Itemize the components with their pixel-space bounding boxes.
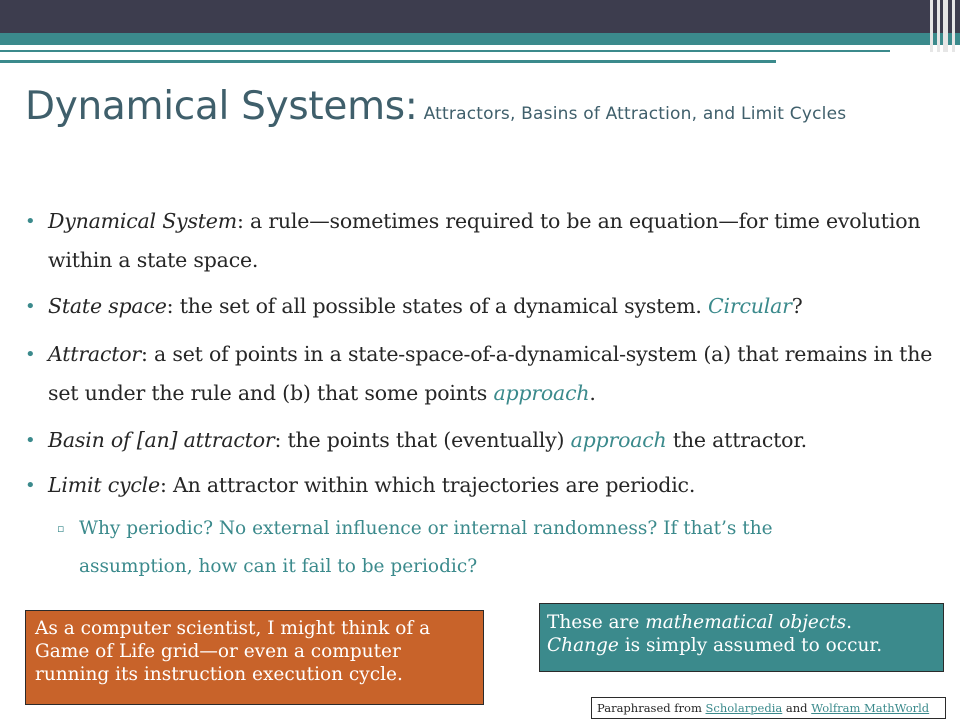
bullet-tail: . <box>589 381 596 405</box>
wolfram-mathworld-link[interactable]: Wolfram MathWorld <box>811 701 930 715</box>
credit-text: and <box>782 701 812 715</box>
bullet-tail: the attractor. <box>666 428 807 452</box>
callout-text: These are <box>547 612 646 633</box>
bullet-term: Attractor <box>48 342 142 366</box>
bullet-dot: • <box>25 430 36 451</box>
bullet-highlight: Circular <box>708 294 792 318</box>
bullet-text: : a rule—sometimes required to be an equation—for time evolution within a state space. <box>48 209 921 272</box>
bullet-term: Limit cycle <box>48 473 160 497</box>
header-teal-band <box>0 33 960 45</box>
bullet-term: Dynamical System <box>48 209 237 233</box>
credit-text: Paraphrased from <box>597 701 706 715</box>
bullet-highlight: approach <box>570 428 667 452</box>
callout-computer-scientist: As a computer scientist, I might think of a Game of Life grid—or even a computer running its instruction execution cycle. <box>25 610 484 705</box>
sub-bullet-why-periodic <box>57 510 879 586</box>
bullet-limit-cycle <box>25 466 948 505</box>
bullet-dynamical-system <box>25 202 948 280</box>
callout-text: is simply assumed to occur. <box>618 635 883 656</box>
slide-title <box>25 84 955 140</box>
bullet-text: : An attractor within which trajectories are periodic. <box>159 473 696 497</box>
callout-emphasis: Change <box>547 635 619 656</box>
bullet-term: Basin of [an] attractor <box>48 428 275 452</box>
bullet-text: : a set of points in a state-space-of-a-dynamical-system (a) that remains in the set under the rule and (b) that some points <box>48 342 933 405</box>
title-subtitle: Attractors, Basins of Attraction, and Limit Cycles <box>423 104 847 124</box>
callout-emphasis: mathematical objects <box>645 612 847 633</box>
bullet-dot: • <box>25 296 36 317</box>
bullet-dot: • <box>25 475 36 496</box>
callout-mathematical-objects <box>539 603 944 672</box>
header-accent-line-2 <box>0 60 776 63</box>
callout-text: . <box>846 612 853 633</box>
bullet-text: : the points that (eventually) <box>274 428 571 452</box>
scholarpedia-link[interactable]: Scholarpedia <box>705 701 783 715</box>
bullet-highlight: approach <box>493 381 590 405</box>
header-decoration-bars <box>928 0 960 52</box>
title-main: Dynamical Systems: <box>25 84 418 129</box>
bullet-tail: ? <box>791 294 803 318</box>
sub-bullet-text: Why periodic? No external influence or internal randomness? If that’s the assumption, how can it fail to be periodic? <box>79 518 773 577</box>
source-credit <box>591 697 946 719</box>
bullet-basin-of-attractor <box>25 421 948 460</box>
bullet-attractor <box>25 335 948 413</box>
sub-bullet-marker: ▫ <box>57 522 65 535</box>
bullet-state-space <box>25 287 948 326</box>
bullet-dot: • <box>25 344 36 365</box>
header-dark-band <box>0 0 960 33</box>
bullet-dot: • <box>25 211 36 232</box>
header-accent-line <box>0 50 890 52</box>
bullet-text: : the set of all possible states of a dynamical system. <box>166 294 709 318</box>
bullet-term: State space <box>48 294 167 318</box>
